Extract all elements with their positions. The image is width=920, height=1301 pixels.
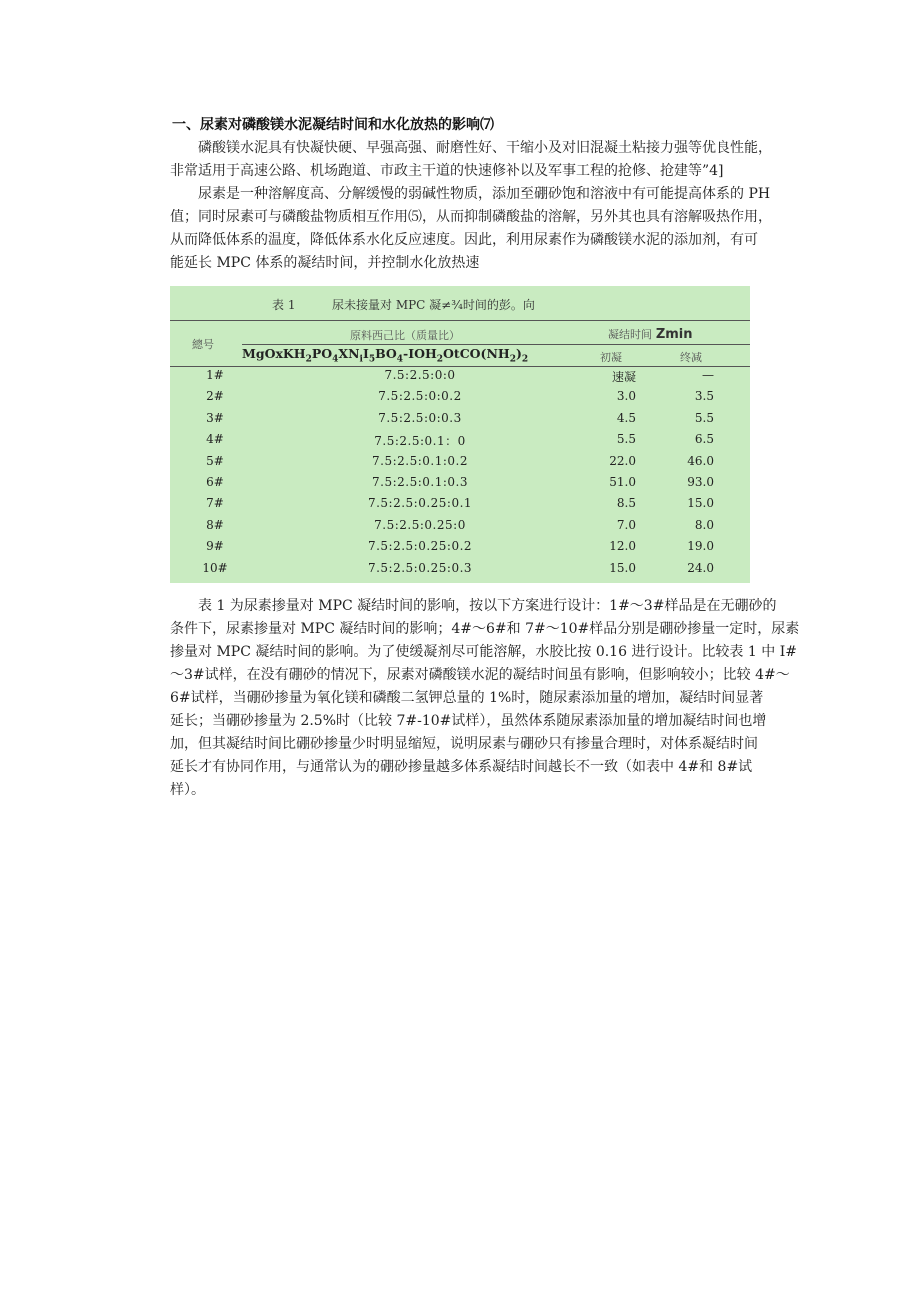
final-set-cell: 8.0 xyxy=(694,517,714,532)
table-row xyxy=(170,475,750,496)
row-number-cell: 8# xyxy=(206,517,224,532)
ratio-cell: 7.5:2.5:0.25:0 xyxy=(374,517,466,532)
section-heading: 一、尿素对磷酸镁水泥凝结时间和水化放热的影响⑺ xyxy=(172,117,494,133)
ratio-cell: 7.5:2.5:0.1:0.3 xyxy=(372,475,468,489)
row-number-cell: 10# xyxy=(202,560,228,575)
text-line: 非常适用于高速公路、机场跑道、市政主干道的快速修补以及军事工程的抢修、抢建等”4] xyxy=(170,163,724,179)
initial-set-cell: 7.0 xyxy=(616,517,636,532)
row-number-cell: 9# xyxy=(206,539,224,554)
table-row xyxy=(170,561,750,582)
ratio-cell: 7.5:2.5:0.25:0.1 xyxy=(367,496,473,511)
ratio-cell: 7.5:2.5:0.25:0.3 xyxy=(367,560,473,575)
formula-subscript: 5 xyxy=(368,354,376,365)
formula-text: BO xyxy=(375,346,397,361)
initial-set-cell: 3.0 xyxy=(616,389,636,404)
header-no: 總号 xyxy=(192,338,214,351)
table-row xyxy=(170,368,750,389)
table-row xyxy=(170,411,750,432)
ratio-cell: 7.5:2.5:0.1:0.2 xyxy=(372,453,468,468)
final-set-cell: 3.5 xyxy=(694,389,714,404)
final-set-cell: 24.0 xyxy=(687,560,714,575)
header-ratio: 原料西己比（质量比） xyxy=(350,329,460,342)
initial-set-cell: 12.0 xyxy=(609,539,636,554)
final-set-cell: 93.0 xyxy=(687,475,714,489)
text-line: 条件下，尿素掺量对 MPC 凝结时间的影响；4#～6#和 7#～10#样品分别是硼砂掺量一定时，尿素 xyxy=(170,621,800,637)
initial-set-cell: 51.0 xyxy=(609,475,636,489)
formula-subscript: 4 xyxy=(332,354,339,365)
ratio-cell: 7.5:2.5:0.25:0.2 xyxy=(367,539,473,554)
paragraph-intro xyxy=(170,137,772,183)
table-header-rule xyxy=(242,344,750,345)
header-final: 终减 xyxy=(680,351,702,364)
header-time-unit: Zmin xyxy=(655,327,693,342)
text-line: 6#试样，当硼砂掺量为氧化镁和磷酸二氢钾总量的 1%时，随尿素添加量的增加，凝结时间显著 xyxy=(170,690,764,706)
text-line: 延长；当硼砂掺量为 2.5%时（比较 7#-10#试样），虽然体系随尿素添加量的增加凝结时间也增 xyxy=(170,713,767,729)
table-row xyxy=(170,539,750,560)
table-caption-number: 表 1 xyxy=(272,298,296,312)
text-line: 延长才有协同作用，与通常认为的硼砂掺量越多体系凝结时间越长不一致（如表中 4#和 8#试 xyxy=(170,759,753,775)
formula-text: XN xyxy=(338,346,360,361)
text-line: 能延长 MPC 体系的凝结时间，并控制水化放热速 xyxy=(170,255,480,271)
final-set-cell: 5.5 xyxy=(694,410,714,425)
text-line: 尿素是一种溶解度高、分解缓慢的弱碱性物质，添加至硼砂饱和溶液中有可能提高体系的 PH xyxy=(198,186,771,202)
text-line: 掺量对 MPC 凝结时间的影响。为了使缓凝剂尽可能溶解，水胶比按 0.16 进行设计。比较表 1 中 I# xyxy=(170,644,797,660)
row-number-cell: 3# xyxy=(206,410,224,425)
formula-text: ) xyxy=(515,346,522,361)
formula-text: -IOH xyxy=(403,346,437,361)
text-line: 表 1 为尿素掺量对 MPC 凝结时间的影响，按以下方案进行设计：1#～3#样品是在无硼砂的 xyxy=(198,598,777,614)
table-row xyxy=(170,454,750,475)
formula-header xyxy=(242,346,528,365)
formula-subscript: 2 xyxy=(509,354,516,365)
initial-set-cell: 22.0 xyxy=(609,453,636,468)
ratio-cell: 7.5:2.5:0.1：0 xyxy=(374,434,466,449)
table-row xyxy=(170,496,750,517)
text-line: 加，但其凝结时间比硼砂掺量少时明显缩短，说明尿素与硼砂只有掺量合理时，对体系凝结时间 xyxy=(170,736,758,752)
final-set-cell: — xyxy=(702,368,714,382)
initial-set-cell: 速凝 xyxy=(611,370,636,384)
initial-set-cell: 8.5 xyxy=(616,496,636,511)
data-table xyxy=(170,286,750,583)
row-number-cell: 7# xyxy=(206,496,224,511)
formula-text: OtCO(NH xyxy=(443,346,510,361)
ratio-cell: 7.5:2.5:0:0 xyxy=(384,368,456,382)
initial-set-cell: 4.5 xyxy=(616,410,636,425)
formula-subscript: 4 xyxy=(396,354,404,365)
formula-text: PO xyxy=(311,346,333,361)
ratio-cell: 7.5:2.5:0:0.3 xyxy=(378,410,462,425)
paragraph-analysis xyxy=(170,595,800,802)
row-number-cell: 2# xyxy=(206,389,224,404)
initial-set-cell: 5.5 xyxy=(616,432,636,447)
table-row xyxy=(170,432,750,453)
formula-subscript: 2 xyxy=(521,354,529,365)
final-set-cell: 19.0 xyxy=(687,539,714,554)
final-set-cell: 46.0 xyxy=(687,453,714,468)
formula-subscript: 2 xyxy=(305,354,312,365)
table-caption-title: 尿未接量对 MPC 凝≠¾时间的彭。向 xyxy=(332,298,535,312)
text-line: 样）。 xyxy=(170,782,205,798)
formula-subscript: i xyxy=(359,354,363,365)
final-set-cell: 6.5 xyxy=(694,432,714,447)
table-row xyxy=(170,389,750,410)
initial-set-cell: 15.0 xyxy=(609,560,636,575)
text-line: 磷酸镁水泥具有快凝快硬、早强高强、耐磨性好、干缩小及对旧混凝土粘接力强等优良性能， xyxy=(198,140,772,156)
header-setting-time-label: 凝结时间 xyxy=(608,328,652,341)
table-header-bottom-rule xyxy=(170,366,750,367)
row-number-cell: 4# xyxy=(206,432,224,447)
paragraph-urea xyxy=(170,183,772,275)
row-number-cell: 1# xyxy=(206,368,224,382)
text-line: 从而降低体系的温度，降低体系水化反应速度。因此，利用尿素作为磷酸镁水泥的添加剂，有可 xyxy=(170,232,758,248)
row-number-cell: 5# xyxy=(206,453,224,468)
ratio-cell: 7.5:2.5:0:0.2 xyxy=(378,389,462,404)
header-setting-time xyxy=(608,326,693,342)
table-top-rule xyxy=(170,320,750,321)
header-initial: 初凝 xyxy=(600,351,622,364)
table-row xyxy=(170,518,750,539)
formula-text: I xyxy=(362,346,369,361)
formula-text: MgOxKH xyxy=(242,346,306,361)
final-set-cell: 15.0 xyxy=(687,496,714,511)
text-line: 值；同时尿素可与磷酸盐物质相互作用⑸，从而抑制磷酸盐的溶解，另外其也具有溶解吸热作用， xyxy=(170,209,772,225)
formula-subscript: 2 xyxy=(436,354,444,365)
text-line: ～3#试样，在没有硼砂的情况下，尿素对磷酸镁水泥的凝结时间虽有影响，但影响较小；比较 4#～ xyxy=(170,667,790,683)
row-number-cell: 6# xyxy=(206,475,224,489)
